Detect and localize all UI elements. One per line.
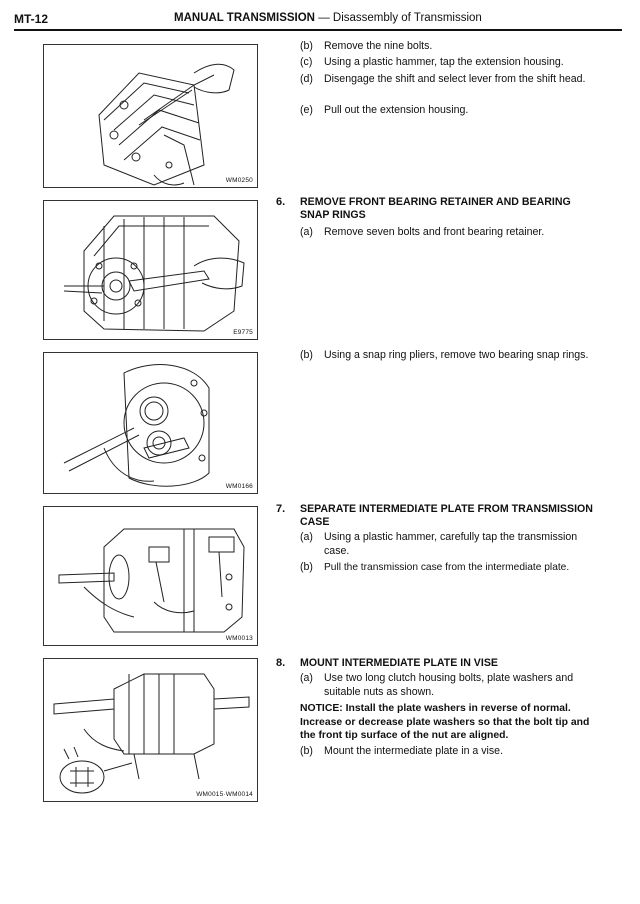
figure-code: WM0015·WM0014 (196, 791, 253, 798)
figure-vise-mount-drawing (44, 659, 257, 801)
figure-code: WM0013 (225, 635, 253, 642)
item-label: (b) (300, 745, 313, 757)
figure-front-bearing-retainer-drawing (44, 201, 257, 339)
step-title: SEPARATE INTERMEDIATE PLATE FROM TRANSMISSION CASE (300, 503, 593, 528)
step-number: 6. (276, 196, 286, 208)
notice-label: NOTICE: (300, 703, 343, 714)
figure-extension-housing (43, 44, 258, 188)
header-rule (14, 29, 622, 31)
notice (300, 702, 600, 743)
item-text: Using a snap ring pliers, remove two bearing snap rings. (324, 349, 589, 361)
item-label: (a) (300, 226, 313, 238)
item-text: Use two long clutch housing bolts, plate washers and suitable nuts as shown. (324, 672, 574, 698)
item-label: (b) (300, 40, 313, 52)
item-label: (d) (300, 73, 313, 85)
page-title (174, 12, 482, 24)
figure-code: WM0166 (225, 483, 253, 490)
item-text: Remove the nine bolts. (324, 40, 433, 52)
figure-front-bearing-retainer (43, 200, 258, 340)
figure-separate-case-drawing (44, 507, 257, 645)
figure-snap-rings (43, 352, 258, 494)
figure-code: E9775 (233, 329, 253, 336)
item-text: Using a plastic hammer, tap the extension housing. (324, 56, 564, 68)
item-text: Pull the transmission case from the intermediate plate. (324, 562, 570, 573)
title-separator: — (318, 12, 330, 24)
figure-extension-housing-drawing (44, 45, 257, 187)
item-label: (e) (300, 104, 313, 116)
item-label: (a) (300, 531, 313, 543)
section-subtitle: Disassembly of Transmission (332, 12, 482, 24)
item-text: Remove seven bolts and front bearing retainer. (324, 226, 545, 238)
item-text: Using a plastic hammer, carefully tap the transmission case. (324, 531, 578, 557)
item-text: Mount the intermediate plate in a vise. (324, 745, 504, 757)
item-label: (b) (300, 561, 313, 573)
notice-text: Install the plate washers in reverse of normal. Increase or decrease plate washers so that the bolt tip and the front tip surface of the nut are aligned. (300, 703, 590, 741)
step-number: 7. (276, 503, 286, 515)
item-text: Pull out the extension housing. (324, 104, 469, 116)
page-header (14, 12, 620, 28)
item-label: (b) (300, 349, 313, 361)
step-title: REMOVE FRONT BEARING RETAINER AND BEARING SNAP RINGS (300, 196, 571, 221)
section-title: MANUAL TRANSMISSION (174, 12, 315, 24)
page-number: MT-12 (14, 12, 49, 26)
item-label: (a) (300, 672, 313, 684)
item-text: Disengage the shift and select lever from the shift head. (324, 73, 586, 85)
figure-code: WM0250 (225, 177, 253, 184)
figure-snap-rings-drawing (44, 353, 257, 493)
figure-vise-mount (43, 658, 258, 802)
item-label: (c) (300, 56, 313, 68)
step-title: MOUNT INTERMEDIATE PLATE IN VISE (300, 657, 498, 669)
figure-separate-case (43, 506, 258, 646)
step-number: 8. (276, 657, 286, 669)
